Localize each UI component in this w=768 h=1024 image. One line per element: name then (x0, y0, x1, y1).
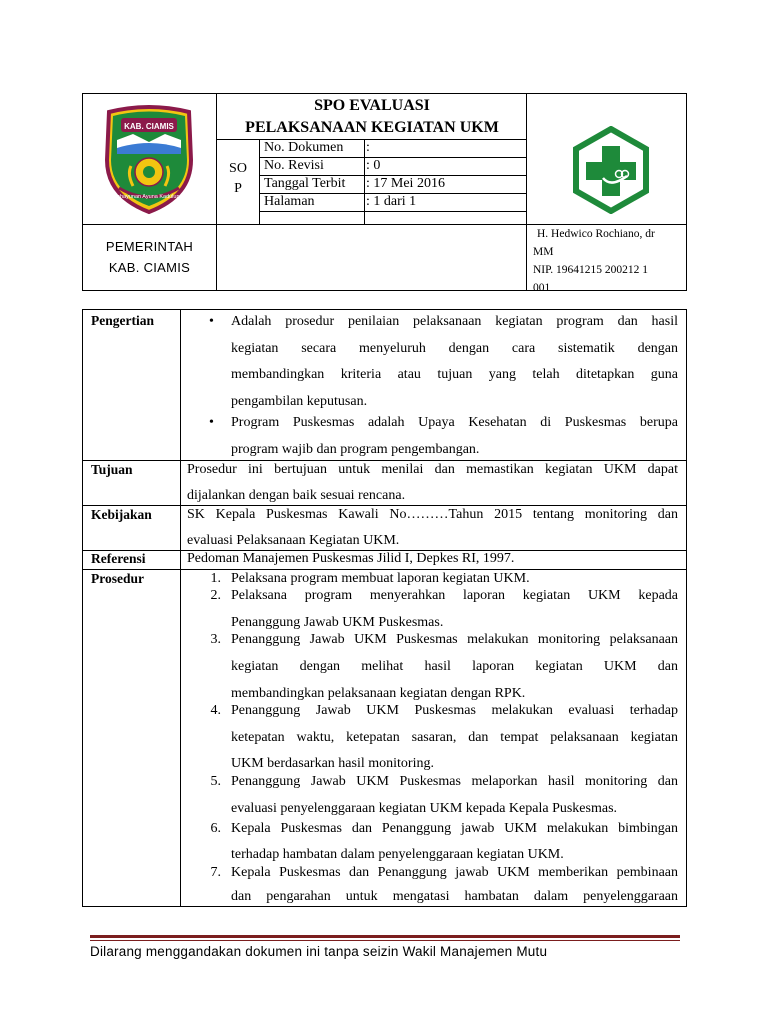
referensi-text: Pedoman Manajemen Puskesmas Jilid I, Depkes RI, 1997. (187, 551, 515, 566)
tujuan-line1: Prosedur ini bertujuan untuk menilai dan memastikan kegiatan UKM dapat (187, 462, 678, 477)
bullet-icon: • (209, 415, 214, 430)
title-line-2: PELAKSANAAN KEGIATAN UKM (245, 119, 499, 136)
step-number: 2. (210, 588, 221, 603)
meta-label: Tanggal Terbit (264, 176, 346, 191)
pengertian-b1-line3: membandingkan kriteria atau tujuan yang telah ditetapkan guna (231, 367, 678, 382)
meta-halaman (260, 193, 526, 211)
step-number: 7. (210, 865, 221, 880)
meta-label: No. Revisi (264, 158, 324, 173)
pengertian-b2-line1: Program Puskesmas adalah Upaya Kesehatan di Puskesmas berupa (231, 415, 678, 430)
step-number: 1. (210, 571, 221, 586)
kab-ciamis-emblem (83, 94, 216, 224)
step-5-line1: Penanggung Jawab UKM Puskesmas melaporkan hasil monitoring dan (231, 774, 678, 789)
label-referensi: Referensi (91, 551, 146, 566)
sop-line-2: P (234, 181, 242, 196)
footer-rule-thick (90, 935, 680, 938)
step-number: 3. (210, 632, 221, 647)
kebijakan-line2: evaluasi Pelaksanaan Kegiatan UKM. (187, 533, 400, 548)
sop-line-1: SO (229, 161, 247, 176)
title-line-1: SPO EVALUASI (314, 97, 430, 114)
bullet-icon: • (209, 314, 214, 329)
sop-label (217, 139, 259, 224)
meta-no-revisi (260, 157, 526, 175)
step-3-line2: kegiatan dengan melihat hasil laporan kegiatan UKM dan (231, 659, 678, 674)
pengertian-b1-line1: Adalah prosedur penilaian pelaksanaan kegiatan program dan hasil (231, 314, 678, 329)
meta-no-dokumen (260, 139, 526, 157)
kebijakan-line1: SK Kepala Puskesmas Kawali No………Tahun 2015 tentang monitoring dan (187, 507, 678, 522)
emblem-top-text: KAB. CIAMIS (124, 122, 174, 131)
footer-notice: Dilarang menggandakan dokumen ini tanpa seizin Wakil Manajemen Mutu (90, 944, 548, 959)
step-7-line2: dan pengarahan untuk mengatasi hambatan dalam penyelenggaraan (231, 889, 678, 904)
meta-value: : 1 dari 1 (366, 194, 417, 209)
pengertian-b2-line2: program wajib dan program pengembangan. (231, 442, 480, 457)
signer-nip-cont: 001 (533, 282, 551, 294)
puskesmas-logo (567, 126, 655, 214)
pengertian-b1-line2: kegiatan secara menyeluruh dengan cara sistematik dengan (231, 341, 678, 356)
step-4-line2: ketepatan waktu, ketepatan sasaran, dan tempat pelaksanaan kegiatan (231, 730, 678, 745)
document-title (217, 94, 527, 140)
meta-tanggal-terbit (260, 175, 526, 193)
org-line-2: KAB. CIAMIS (108, 260, 191, 275)
meta-value: : (366, 140, 370, 155)
step-2-line2: Penanggung Jawab UKM Puskesmas. (231, 615, 444, 630)
organization-name (83, 225, 216, 291)
pengertian-b1-line4: pengambilan keputusan. (231, 394, 368, 409)
emblem-bottom-text: Mahayunan Ayuna Kadulunan (112, 194, 186, 200)
label-pengertian: Pengertian (91, 313, 154, 328)
label-tujuan: Tujuan (91, 462, 133, 477)
org-line-1: PEMERINTAH (105, 239, 194, 254)
signer-block (531, 225, 686, 297)
meta-value: : 17 Mei 2016 (366, 176, 445, 191)
step-3-line1: Penanggung Jawab UKM Puskesmas melakukan monitoring pelaksanaan (231, 632, 678, 647)
step-4-line1: Penanggung Jawab UKM Puskesmas melakukan evaluasi terhadap (231, 703, 678, 718)
tujuan-line2: dijalankan dengan baik sesuai rencana. (187, 488, 406, 503)
signer-degree: MM (533, 246, 554, 258)
step-4-line3: UKM berdasarkan hasil monitoring. (231, 756, 434, 771)
label-prosedur: Prosedur (91, 571, 144, 586)
step-7-line1: Kepala Puskesmas dan Penanggung jawab UKM memberikan pembinaan (231, 865, 678, 880)
step-2-line1: Pelaksana program menyerahkan laporan kegiatan UKM kepada (231, 588, 678, 603)
step-6-line1: Kepala Puskesmas dan Penanggung jawab UKM melakukan bimbingan (231, 821, 678, 836)
step-number: 6. (210, 821, 221, 836)
meta-label: Halaman (264, 194, 315, 209)
step-number: 4. (210, 703, 221, 718)
document-header (82, 93, 687, 294)
step-6-line2: terhadap hambatan dalam penyelenggaraan kegiatan UKM. (231, 847, 564, 862)
step-1-line1: Pelaksana program membuat laporan kegiatan UKM. (231, 571, 530, 586)
step-number: 5. (210, 774, 221, 789)
signer-name: H. Hedwico Rochiano, dr (537, 228, 655, 240)
sop-content-table (82, 309, 687, 907)
label-kebijakan: Kebijakan (91, 507, 152, 522)
step-5-line2: evaluasi penyelenggaraan kegiatan UKM kepada Kepala Puskesmas. (231, 801, 618, 816)
meta-label: No. Dokumen (264, 140, 344, 155)
meta-value: : 0 (366, 158, 381, 173)
signer-nip: NIP. 19641215 200212 1 (533, 264, 649, 276)
step-3-line3: membandingkan pelaksanaan kegiatan dengan RPK. (231, 686, 526, 701)
footer-rule-thin (90, 940, 680, 941)
